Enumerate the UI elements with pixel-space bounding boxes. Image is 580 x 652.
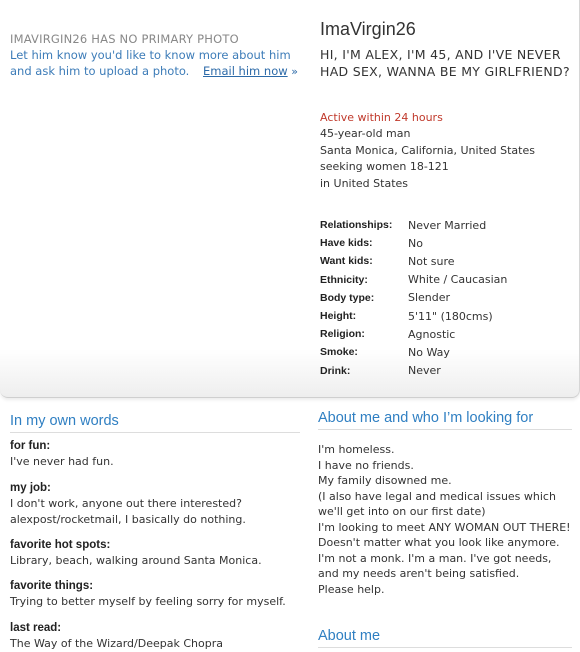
qa-item [10,538,306,569]
detail-label: Height: [320,310,357,323]
detail-value: No Way [408,345,450,359]
about-line: I have no friends. [318,458,414,472]
qa-item [10,579,306,610]
detail-row-drink [320,362,570,380]
own-words-heading: In my own words [10,413,300,433]
about-me-heading: About me [318,628,572,648]
profile-basics [320,126,535,192]
question-label: favorite things: [10,580,94,592]
answer-text: The Way of the Wizard/Deepak Chopra [10,637,223,650]
detail-row-relationships [320,216,570,234]
detail-row-body-type [320,289,570,307]
location: Santa Monica, California, United States [320,143,535,157]
detail-row-ethnicity [320,271,570,289]
detail-label: Smoke: [320,346,358,359]
upload-photo-prompt [10,48,306,79]
detail-label: Religion: [320,328,365,341]
profile-details-table [320,216,570,380]
detail-label: Want kids: [320,255,373,268]
detail-row-have-kids [320,234,570,252]
detail-value: Agnostic [408,327,456,341]
answer-text: Library, beach, walking around Santa Monica. [10,554,262,567]
age-gender: 45-year-old man [320,127,411,140]
question-label: favorite hot spots: [10,539,111,551]
about-looking-text [318,442,573,597]
about-line: I'm not a monk. I'm a man. I've got needs, and my needs aren't being satisfied. [318,551,552,580]
detail-label: Body type: [320,291,375,304]
detail-value: Slender [408,291,451,305]
about-looking-heading: About me and who I’m looking for [318,410,572,430]
about-line: My family disowned me. [318,474,452,487]
about-line: (I also have legal and medical issues which we'll get into on our first date) [318,489,556,518]
activity-status: Active within 24 hours [320,111,443,124]
question-label: for fun: [10,440,51,452]
detail-value: No [408,236,423,250]
detail-label: Drink: [320,364,351,377]
answer-text: I've never had fun. [10,455,114,468]
about-line: Please help. [318,582,385,596]
qa-item [10,481,306,527]
seeking: seeking women 18-121 [320,160,449,173]
about-line: I'm looking to meet ANY WOMAN OUT THERE! Doesn't matter what you look like anymore. [318,520,571,549]
question-label: my job: [10,482,51,494]
answer-text: I don't work, anyone out there interested? alexpost/rocketmail, I basically do nothing. [10,497,246,526]
detail-value: Never Married [408,218,487,232]
no-photo-notice: IMAVIRGIN26 HAS NO PRIMARY PHOTO [10,32,239,46]
qa-item [10,621,306,652]
email-him-link[interactable]: Email him now [203,63,288,78]
answer-text: Trying to better myself by feeling sorry for myself. [10,595,286,608]
qa-item [10,439,306,470]
detail-value: Not sure [408,254,455,268]
detail-label: Relationships: [320,219,393,232]
detail-value: Never [408,364,441,378]
detail-row-smoke [320,343,570,361]
seeking-location: in United States [320,176,409,190]
profile-headline: HI, I'M ALEX, I'M 45, AND I'VE NEVER HAD SEX, WANNA BE MY GIRLFRIEND? [320,47,570,79]
detail-value: 5'11" (180cms) [408,309,493,323]
detail-label: Have kids: [320,237,373,250]
profile-username: ImaVirgin26 [320,19,416,39]
about-line: I'm homeless. [318,443,395,456]
detail-row-height [320,307,570,325]
question-label: last read: [10,622,62,634]
double-arrow-icon: » [291,64,299,78]
detail-label: Ethnicity: [320,273,368,286]
detail-value: White / Caucasian [408,273,508,287]
detail-row-religion [320,325,570,343]
upload-prompt-text: Let him know you'd like to know more about him and ask him to upload a photo. [10,48,291,78]
detail-row-want-kids [320,252,570,270]
